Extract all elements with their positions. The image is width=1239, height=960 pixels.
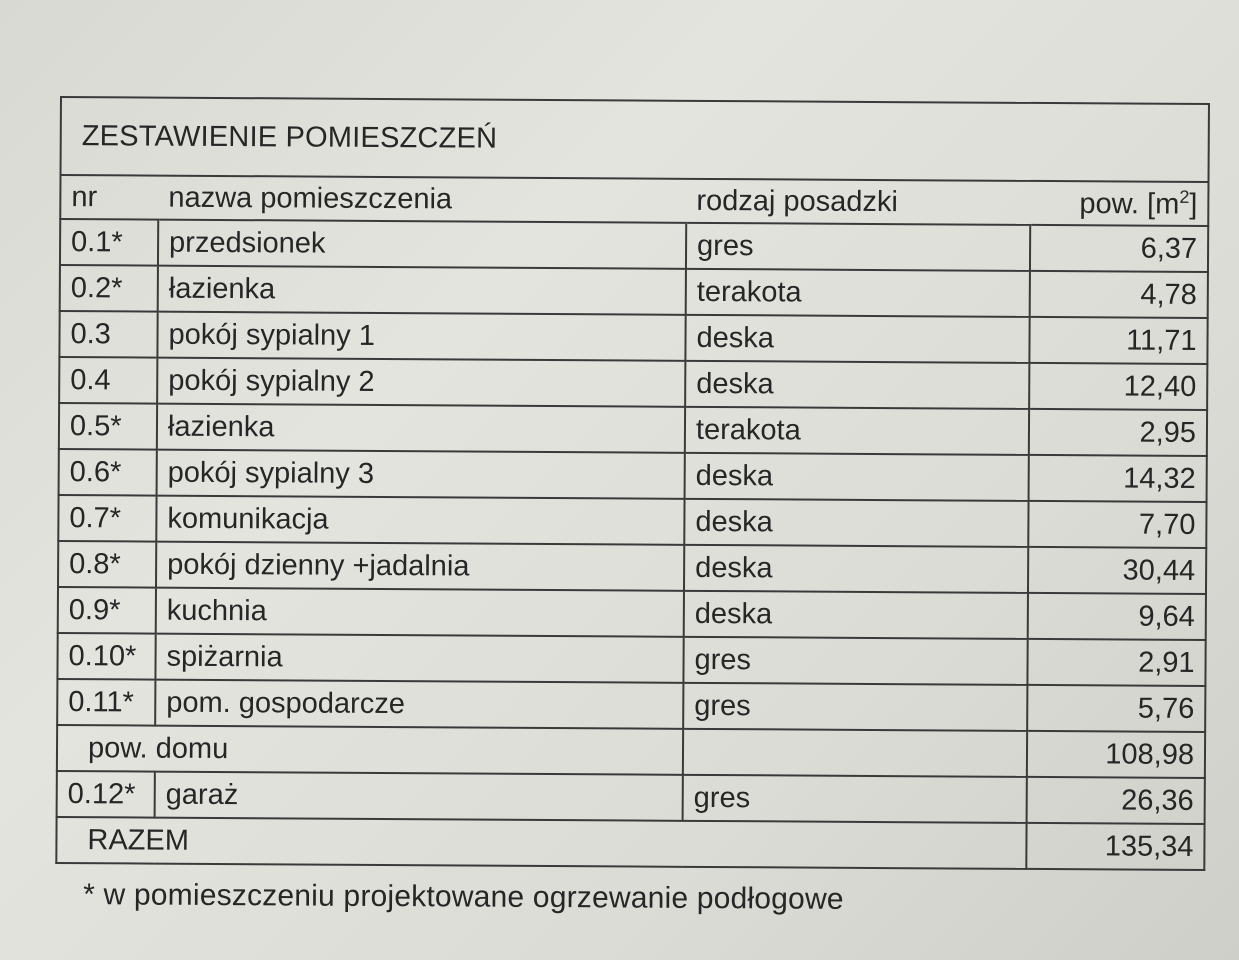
room-number: 0.8* (58, 541, 156, 588)
room-number: 0.6* (59, 449, 157, 496)
garage-floor: gres (683, 775, 1027, 823)
total-row (56, 817, 1204, 870)
room-number: 0.1* (60, 219, 158, 266)
room-name: pom. gospodarcze (155, 680, 683, 729)
table-row (57, 679, 1205, 732)
room-name: pokój dzienny +jadalnia (156, 542, 684, 591)
room-name: kuchnia (156, 588, 684, 637)
room-name: komunikacja (156, 496, 684, 545)
room-name: pokój sypialny 2 (157, 358, 685, 407)
footnote: * w pomieszczeniu projektowane ogrzewanie podłogowe (83, 878, 844, 916)
total-label: RAZEM (56, 817, 1026, 869)
table-row (60, 265, 1208, 318)
room-name: spiżarnia (155, 634, 683, 683)
room-number: 0.7* (58, 495, 156, 542)
room-number: 0.5* (59, 403, 157, 450)
floor-type: gres (683, 683, 1027, 731)
floor-type: terakota (685, 407, 1029, 455)
table-row (59, 357, 1207, 410)
room-name: łazienka (157, 404, 685, 453)
room-name: łazienka (158, 266, 686, 315)
floor-type: gres (686, 223, 1030, 271)
room-area: 11,71 (1029, 317, 1207, 364)
room-schedule (55, 96, 1210, 919)
room-area: 9,64 (1028, 593, 1206, 640)
floor-type: terakota (686, 269, 1030, 317)
room-area: 5,76 (1027, 685, 1205, 732)
table-title: ZESTAWIENIE POMIESZCZEŃ (61, 97, 1209, 182)
table-row (58, 495, 1206, 548)
title-row (61, 97, 1209, 182)
room-area: 30,44 (1028, 547, 1206, 594)
room-table (55, 96, 1210, 871)
header-floor: rodzaj posadzki (686, 179, 1030, 225)
room-area: 2,95 (1029, 409, 1207, 456)
garage-number: 0.12* (57, 771, 155, 818)
floor-type: gres (683, 637, 1027, 685)
table-row (58, 541, 1206, 594)
room-name: pokój sypialny 1 (157, 312, 685, 361)
table-row (59, 403, 1207, 456)
room-name: przedsionek (158, 220, 686, 269)
floor-type: deska (685, 315, 1029, 363)
header-area: pow. $[m^2]$ (1030, 181, 1208, 226)
floor-type: deska (685, 361, 1029, 409)
house-area-value: 108,98 (1027, 731, 1205, 778)
total-area: 135,34 (1026, 823, 1204, 870)
table-row (57, 633, 1205, 686)
table-row (60, 219, 1208, 272)
room-area: 14,32 (1029, 455, 1207, 502)
house-area-empty (683, 729, 1027, 777)
room-area: 2,91 (1027, 639, 1205, 686)
header-row (60, 175, 1208, 226)
room-number: 0.3 (59, 311, 157, 358)
room-area: 7,70 (1028, 501, 1206, 548)
floor-type: deska (684, 499, 1028, 547)
floor-type: deska (684, 591, 1028, 639)
house-area-label: pow. domu (57, 725, 683, 775)
floor-type: deska (684, 545, 1028, 593)
table-row (58, 587, 1206, 640)
room-number: 0.11* (57, 679, 155, 726)
header-nr: nr (60, 175, 158, 220)
room-number: 0.10* (57, 633, 155, 680)
room-area: 4,78 (1030, 271, 1208, 318)
room-area: 12,40 (1029, 363, 1207, 410)
room-name: pokój sypialny 3 (157, 450, 685, 499)
floor-type: deska (685, 453, 1029, 501)
room-number: 0.4 (59, 357, 157, 404)
room-area: 6,37 (1030, 225, 1208, 272)
table-row (59, 311, 1207, 364)
table-row-garage (57, 771, 1205, 824)
room-number: 0.2* (60, 265, 158, 312)
header-name: nazwa pomieszczenia (158, 176, 686, 223)
garage-name: garaż (155, 772, 683, 821)
garage-area: 26,36 (1027, 777, 1205, 824)
room-number: 0.9* (58, 587, 156, 634)
table-row (59, 449, 1207, 502)
house-area-row (57, 725, 1205, 778)
